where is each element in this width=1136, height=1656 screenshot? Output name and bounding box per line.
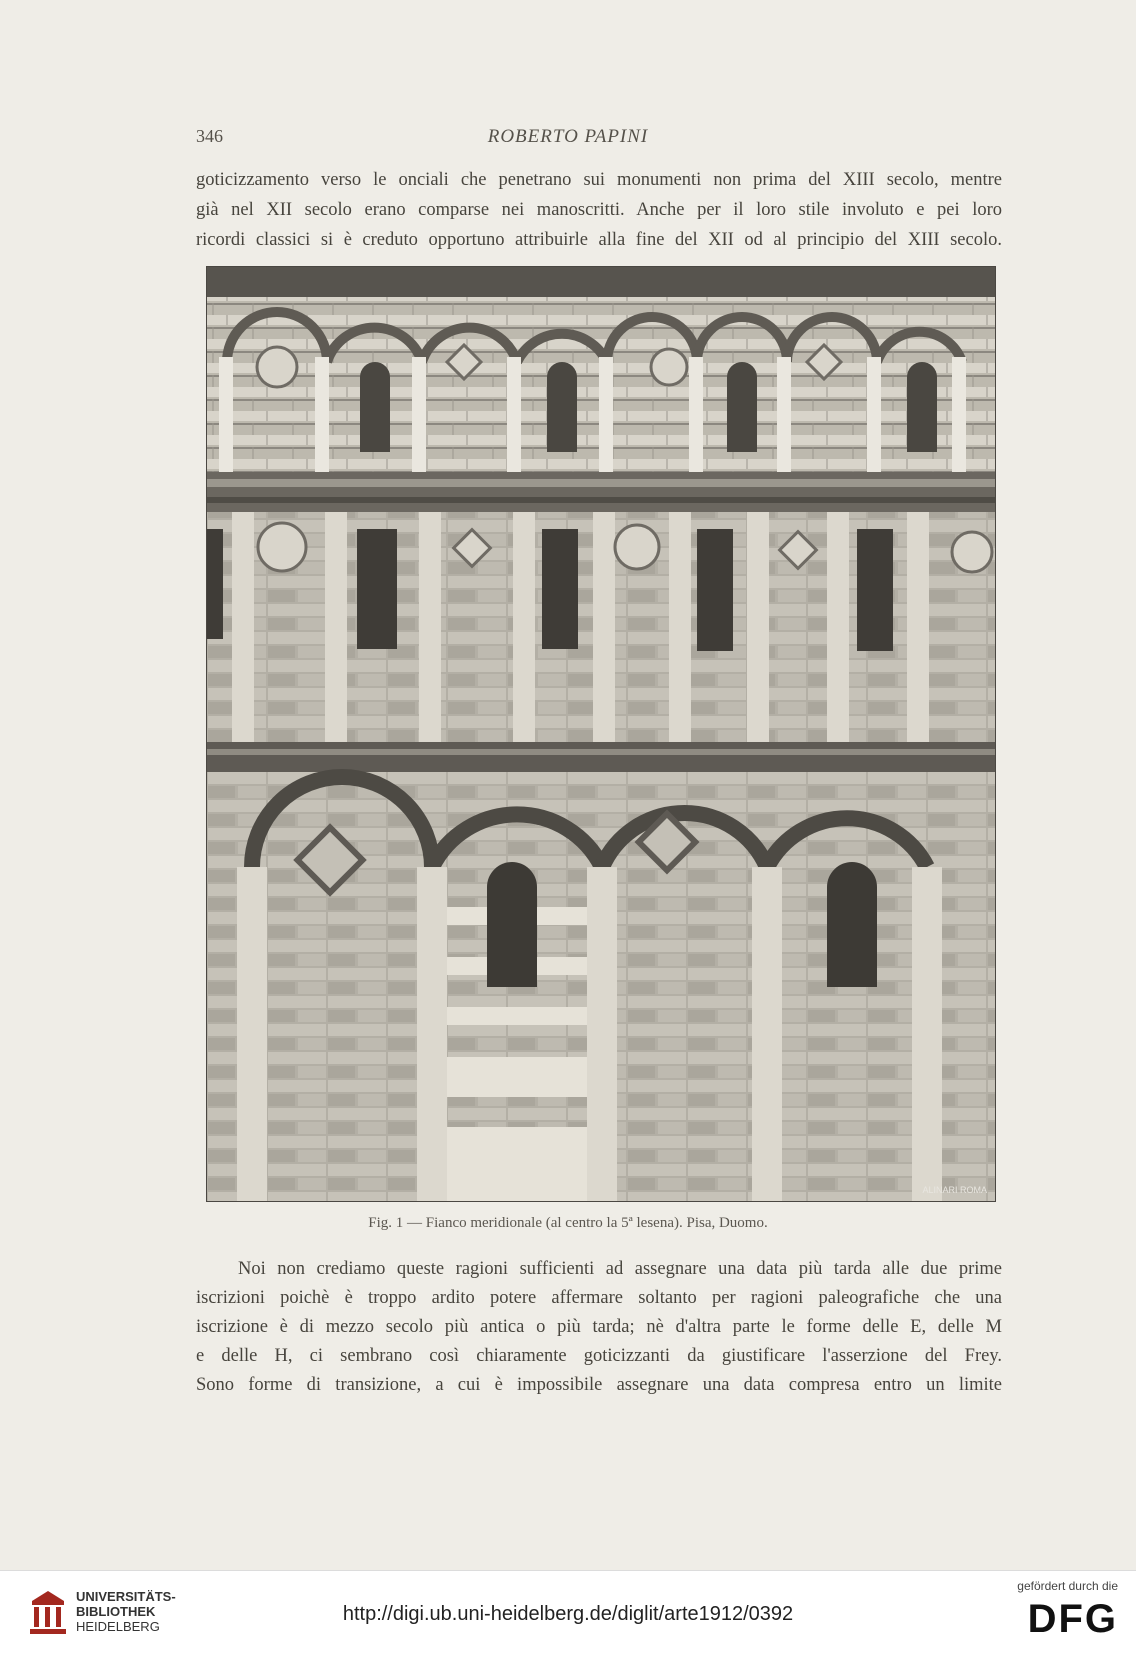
text-line: e delle H, ci sembrano così chiaramente goticizzanti da giustificare l'asserzione del Frey. xyxy=(196,1346,1002,1366)
bottom-paragraph xyxy=(196,1255,1002,1400)
funding-label: gefördert durch die xyxy=(1017,1579,1118,1593)
cathedral-photo xyxy=(206,266,996,1202)
figure-caption: Fig. 1 — Fianco meridionale (al centro la 5ª lesena). Pisa, Duomo. xyxy=(368,1215,768,1231)
text-line: iscrizioni poichè è troppo ardito potere affermare soltanto per ragioni paleografiche che una xyxy=(196,1288,1002,1308)
text-line: ricordi classici si è creduto opportuno attribuirle alla fine del XII od al principio del XIII secolo. xyxy=(196,230,1002,250)
viewer-footer xyxy=(0,1570,1136,1656)
text-line: Sono forme di transizione, a cui è impossibile assegnare una data compresa entro un limite xyxy=(196,1375,1002,1395)
text-line: Noi non crediamo queste ragioni sufficienti ad assegnare una data più tarda alle due prime xyxy=(238,1259,1002,1279)
permalink-url[interactable]: http://digi.ub.uni-heidelberg.de/diglit/arte1912/0392 xyxy=(342,1603,794,1625)
top-paragraph xyxy=(196,165,1002,255)
library-name-line: HEIDELBERG xyxy=(76,1619,160,1634)
text-line: goticizzamento verso le onciali che penetrano sui monumenti non prima del XIII secolo, mentre xyxy=(196,170,1002,190)
library-name-line: BIBLIOTHEK xyxy=(76,1604,156,1619)
text-line: già nel XII secolo erano comparse nei manoscritti. Anche per il loro stile involuto e pei loro xyxy=(196,200,1002,220)
page-number: 346 xyxy=(196,126,223,146)
text-line: iscrizione è di mezzo secolo più antica o più tarda; nè d'altra parte le forme delle E, delle M xyxy=(196,1317,1002,1337)
cathedral-facade-illustration xyxy=(207,267,995,1201)
library-name-line: UNIVERSITÄTS- xyxy=(76,1589,176,1604)
photo-credit: ALINARI ROMA xyxy=(922,1185,987,1195)
running-title: ROBERTO PAPINI xyxy=(487,126,649,147)
dfg-logo: DFG xyxy=(1027,1597,1118,1641)
